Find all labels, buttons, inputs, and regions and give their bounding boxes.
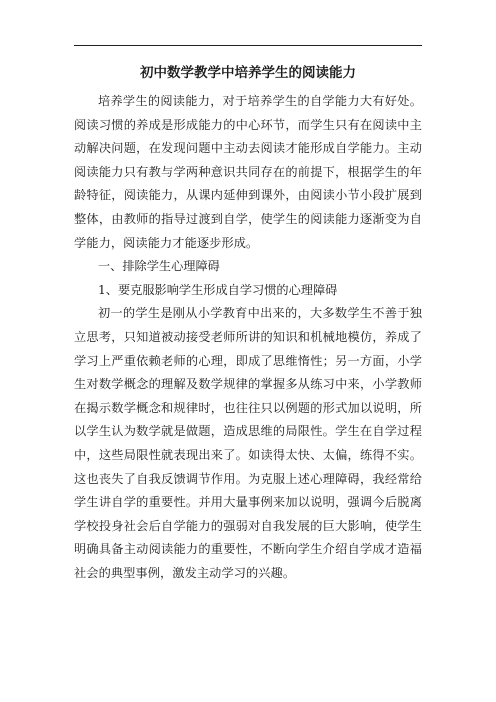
subsection-heading: 1、要克服影响学生形成自学习惯的心理障碍	[98, 282, 338, 297]
document-title: 初中数学教学中培养学生的阅读能力	[140, 65, 356, 81]
body-paragraph: 初一的学生是刚从小学教育中出来的，大多数学生不善于独立思考，只知道被动接受老师所讲的知识和机械地模仿，养成了学习上严重依赖老师的心理，即成了思维惰性；另一方面，小学生对数学概念的理解及数学规律的掌握多从练习中来，小学教师在揭示数学概念和规律时，也往往只以例题的形式加以说明，所以学生认为数学就是做题，造成思维的局限性。学生在自学过程中，这些局限性就表现出来了。如读得太快、太偏，练得不实。这也丧失了自我反馈调节作用。为克服上述心理障碍，我经常给学生讲自学的重要性。并用大量事例来加以说明，强调今后脱离学校投身社会后自学能力的强弱对自我发展的巨大影响，使学生明确具备主动阅读能力的重要性，不断向学生介绍自学成才造福社会的典型事例，激发主动学习的兴趣。	[74, 306, 422, 580]
header-rule	[74, 45, 422, 46]
section-heading: 一、排除学生心理障碍	[98, 259, 220, 274]
document-body	[74, 90, 422, 585]
intro-paragraph: 培养学生的阅读能力，对于培养学生的自学能力大有好处。阅读习惯的养成是形成能力的中心环节，而学生只有在阅读中主动解决问题，在发现问题中主动去阅读才能形成自学能力。主动阅读能力只有教与学两种意识共同存在的前提下，根据学生的年龄特征，阅读能力，从课内延伸到课外，由阅读小节小段扩展到整体，由教师的指导过渡到自学，使学生的阅读能力逐渐变为自学能力，阅读能力才能逐步形成。	[74, 94, 422, 250]
